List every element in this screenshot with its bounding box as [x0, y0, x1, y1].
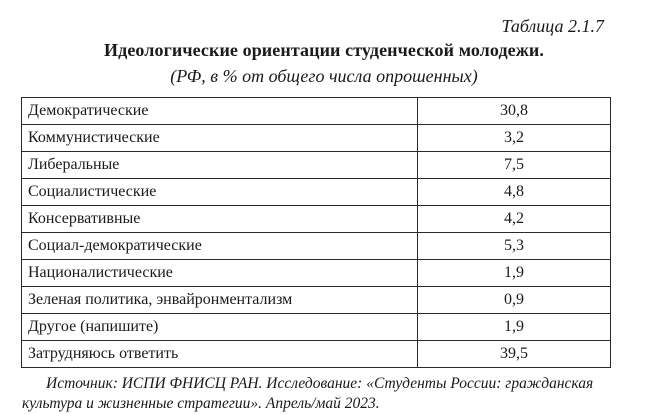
- row-label: Демократические: [22, 98, 418, 125]
- row-value: 1,9: [418, 260, 611, 287]
- row-label: Социалистические: [22, 179, 418, 206]
- table-number-label: Таблица 2.1.7: [501, 16, 604, 36]
- table-row: [22, 179, 611, 206]
- row-label: Зеленая политика, энвайронментализм: [22, 287, 418, 314]
- table-row: [22, 233, 611, 260]
- row-label: Затрудняюсь ответить: [22, 341, 418, 368]
- row-value: 30,8: [418, 98, 611, 125]
- table-row: [22, 314, 611, 341]
- row-label: Либеральные: [22, 152, 418, 179]
- table-row: [22, 341, 611, 368]
- row-value: 0,9: [418, 287, 611, 314]
- table-row: [22, 206, 611, 233]
- table-row: [22, 260, 611, 287]
- row-value: 7,5: [418, 152, 611, 179]
- row-value: 1,9: [418, 314, 611, 341]
- row-value: 3,2: [418, 125, 611, 152]
- table-subtitle: (РФ, в % от общего числа опрошенных): [170, 66, 478, 86]
- table-row: [22, 287, 611, 314]
- row-value: 5,3: [418, 233, 611, 260]
- row-label: Социал-демократические: [22, 233, 418, 260]
- row-value: 4,2: [418, 206, 611, 233]
- row-value: 4,8: [418, 179, 611, 206]
- source-note: Источник: ИСПИ ФНИСЦ РАН. Исследование: «Студенты России: гражданская культура и жизненные стратегии». Апрель/май 2023.: [22, 375, 594, 412]
- row-label: Другое (напишите): [22, 314, 418, 341]
- data-table: [21, 97, 611, 368]
- table-row: [22, 152, 611, 179]
- row-value: 39,5: [418, 341, 611, 368]
- row-label: Националистические: [22, 260, 418, 287]
- table-title: Идеологические ориентации студенческой молодежи.: [104, 40, 544, 60]
- row-label: Коммунистические: [22, 125, 418, 152]
- table-body: [22, 98, 611, 368]
- table-row: [22, 125, 611, 152]
- row-label: Консервативные: [22, 206, 418, 233]
- table-row: [22, 98, 611, 125]
